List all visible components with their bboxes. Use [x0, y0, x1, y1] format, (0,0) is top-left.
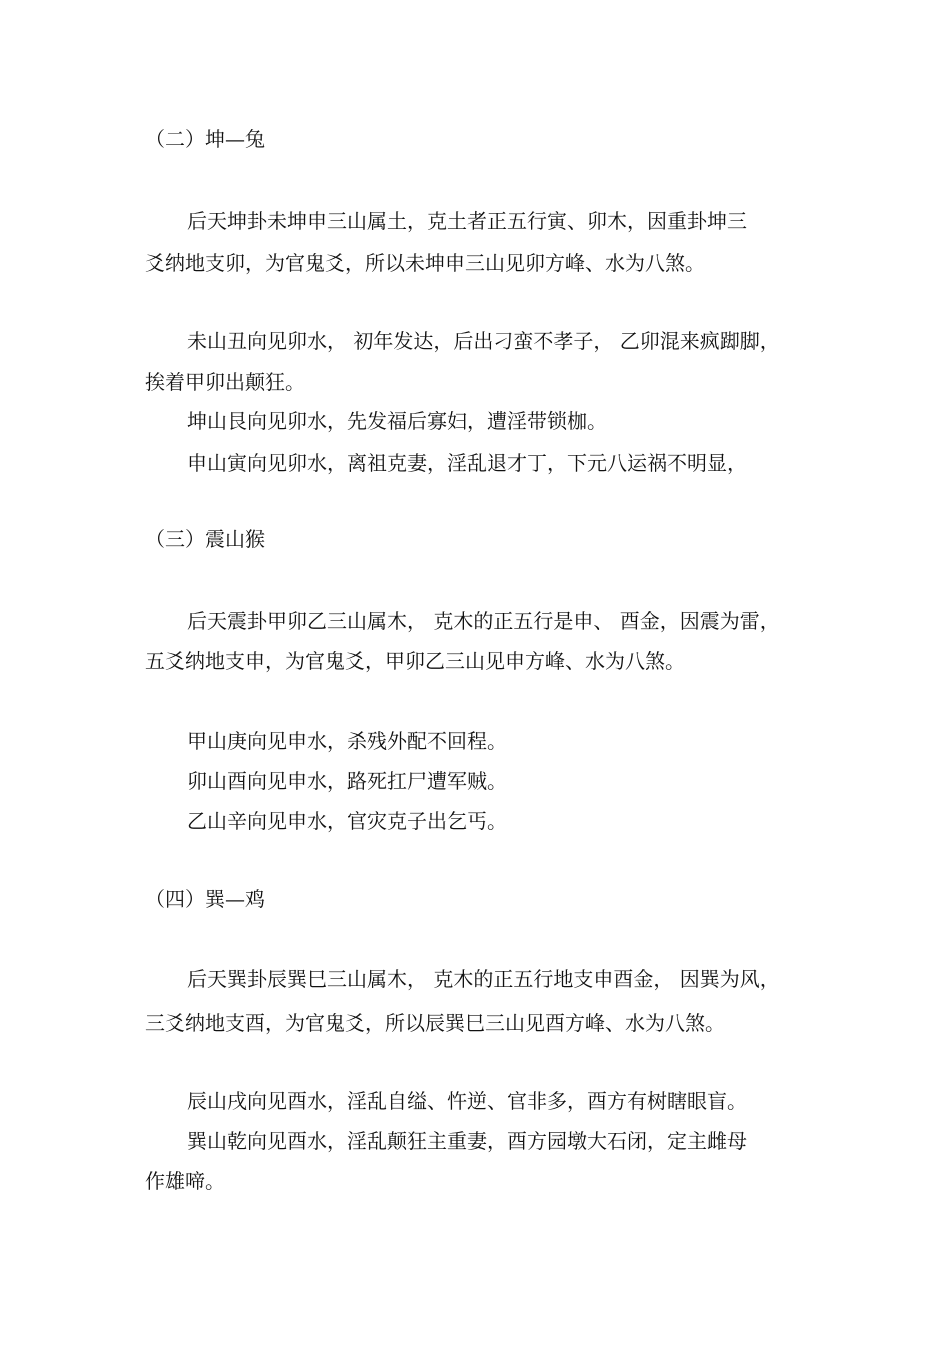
item-chen-shan: 辰山戌向见酉水，淫乱自缢、忤逆、官非多，酉方有树瞎眼盲。: [187, 1089, 747, 1113]
section-heading-kun: （二）坤—兔: [145, 127, 265, 151]
section-intro-kun-line-2: 爻纳地支卯，为官鬼爻，所以未坤申三山见卯方峰、水为八煞。: [145, 251, 705, 275]
item-shen-shan: 申山寅向见卯水，离祖克妻，淫乱退才丁，下元八运祸不明显，: [187, 451, 747, 475]
item-kun-shan: 坤山艮向见卯水，先发福后寡妇，遭淫带锁枷。: [187, 409, 607, 433]
section-intro-kun-line-1: 后天坤卦未坤申三山属土，克土者正五行寅、卯木，因重卦坤三: [187, 209, 747, 233]
item-jia-shan: 甲山庚向见申水，杀残外配不回程。: [187, 729, 507, 753]
section-intro-xun-line-1: 后天巽卦辰巽巳三山属木， 克木的正五行地支申酉金， 因巽为风，: [187, 967, 780, 991]
section-intro-zhen-line-1: 后天震卦甲卯乙三山属木， 克木的正五行是申、 酉金，因震为雷，: [187, 609, 780, 633]
section-heading-xun: （四）巽—鸡: [145, 887, 265, 911]
item-xun-shan-line-1: 巽山乾向见酉水，淫乱颠狂主重妻，酉方园墩大石闭，定主雌母: [187, 1129, 747, 1153]
item-wei-shan-line-2: 挨着甲卯出颠狂。: [145, 370, 305, 394]
section-intro-xun-line-2: 三爻纳地支酉，为官鬼爻，所以辰巽巳三山见酉方峰、水为八煞。: [145, 1011, 725, 1035]
item-yi-shan: 乙山辛向见申水，官灾克子出乞丐。: [187, 809, 507, 833]
item-xun-shan-line-2: 作雄啼。: [145, 1169, 225, 1193]
section-heading-zhen: （三）震山猴: [145, 527, 265, 551]
item-wei-shan-line-1: 未山丑向见卯水， 初年发达，后出刁蛮不孝子， 乙卯混来疯踋脚，: [187, 329, 780, 353]
item-mao-shan: 卯山酉向见申水，路死扛尸遭军贼。: [187, 769, 507, 793]
section-intro-zhen-line-2: 五爻纳地支申，为官鬼爻，甲卯乙三山见申方峰、水为八煞。: [145, 649, 685, 673]
